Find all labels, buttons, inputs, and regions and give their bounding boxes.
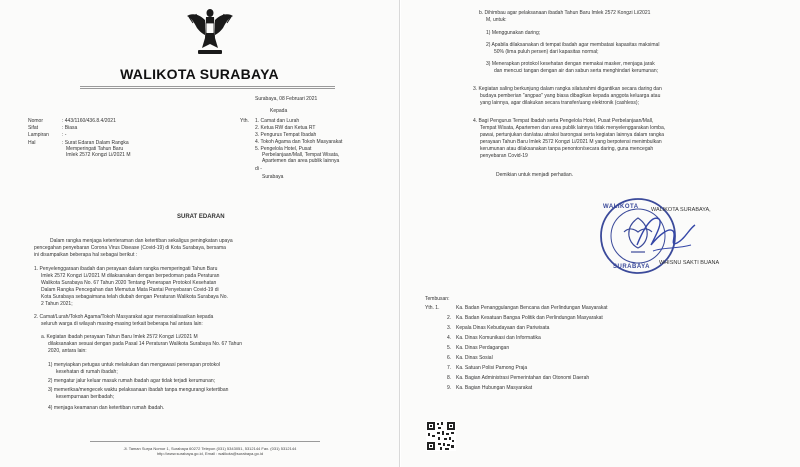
cc-number: 7. — [447, 365, 452, 371]
cc-number: 3. — [447, 325, 452, 331]
cc-item: Ka. Bagian Administrasi Pemerintahan dan Otonomi Daerah — [456, 375, 590, 381]
cc-item: Ka. Badan Kesatuan Bangsa Politik dan Perlindungan Masyarakat — [456, 315, 603, 321]
item-4-line: Tempat Wisata, Apartemen dan area publik lainnya tidak menyelenggarakan lomba, — [480, 125, 666, 131]
item-2a-line: a. Kegiatan ibadah perayaan Tahun Baru Imlek 2572 Kongzi Li/2021 M — [41, 334, 198, 340]
letterhead-title: WALIKOTA SURABAYA — [120, 66, 279, 82]
item-1-line: Walikota Surabaya No. 67 Tahun 2020 Tentang Penerapan Protokol Kesehatan — [41, 280, 217, 286]
item-2a-sub: 1) menyiapkan petugas untuk melakukan dan mengawasi penerapan protokol — [48, 362, 221, 368]
garuda-emblem-icon — [185, 6, 235, 58]
item-4-line: 4. Bagi Pengurus Tempat Ibadah serta Pengelola Hotel, Pusat Perbelanjaan/Mall, — [473, 118, 654, 124]
signature-icon — [633, 205, 703, 260]
stamp-text-top: WALIKOTA — [603, 204, 639, 210]
recipient-item: 5. Pengelola Hotel, Pusat — [255, 146, 312, 152]
signer-title: WALIKOTA SURABAYA, — [651, 207, 711, 213]
closing-line: Demikian untuk menjadi perhatian. — [496, 172, 573, 178]
item-2a-line: dilaksanakan sesuai dengan pada Pasal 14 Peraturan Walikota Surabaya No. 67 Tahun — [48, 341, 243, 347]
cc-number: 4. — [447, 335, 452, 341]
cc-item: Ka. Dinas Perdagangan — [456, 345, 510, 351]
letter-page-2 — [401, 0, 800, 467]
item-3-line: 3. Kegiatan saling berkunjung dalam rangka silaturahmi digantikan secara daring dan — [473, 86, 662, 92]
item-4-line: penyebaran Covid-19 — [480, 153, 528, 159]
cc-yth-label: Yth. 1. — [425, 305, 440, 311]
letter-footer — [110, 446, 310, 456]
cc-item: Ka. Bagian Hubungan Masyarakat — [456, 385, 533, 391]
meta-value-sifat: : Biasa — [62, 125, 78, 131]
item-4-line: pawai, pertunjukan dan/atau atraksi barongsai serta kegiatan lainnya dalam rangka — [480, 132, 665, 138]
meta-label-lampiran: Lampiran — [28, 132, 49, 138]
cc-number: 6. — [447, 355, 452, 361]
item-1-line: 2 Tahun 2021; — [41, 301, 73, 307]
item-2a-sub: 3) memeriksa/mengecek waktu pelaksanaan ibadah tanpa mengurangi ketertiban — [48, 387, 229, 393]
letterhead-divider-thin — [80, 88, 335, 89]
recipient-item: 4. Tokoh Agama dan Tokoh Masyarakat — [255, 139, 343, 145]
recipient-item: 3. Pengurus Tempat Ibadah — [255, 132, 317, 138]
letterhead-divider — [80, 86, 335, 87]
meta-value-hal-3: Imlek 2572 Kongzi Li/2021 M — [66, 152, 131, 158]
footer-contact: http://www.surabaya.go.id, Email : walikota@surabaya.go.id — [156, 451, 264, 456]
item-2a-sub: kesehatan di rumah ibadah; — [56, 369, 118, 375]
item-2-line: seluruh warga di wilayah masing-masing terkait beberapa hal antara lain: — [41, 321, 203, 327]
meta-label-sifat: Sifat — [28, 125, 39, 131]
item-1-line: 1. Penyelenggaraan ibadah dan perayaan dalam rangka memperingati Tahun Baru — [34, 266, 218, 272]
cc-item: Ka. Dinas Komunikasi dan Informatika — [456, 335, 541, 341]
tembusan-label: Tembusan: — [425, 296, 450, 302]
item-b-sub: 1) Menggunakan daring; — [486, 30, 541, 36]
letter-date: Surabaya, 08 Februari 2021 — [255, 96, 318, 102]
item-1-line: Dalam Rangka Pencegahan dan Memutus Mata Rantai Penyebaran Covid-19 di — [41, 287, 219, 293]
item-b-sub: 3) Menerapkan protokol kesehatan dengan memakai masker, menjaga jarak — [486, 61, 655, 67]
footer-divider — [90, 441, 320, 442]
meta-label-hal: Hal — [28, 140, 36, 146]
item-b-sub: 2) Apabila dilaksanakan di tempat ibadah agar membatasi kapasitas maksimal — [486, 42, 660, 48]
recipient-item: 1. Camat dan Lurah — [255, 118, 300, 124]
yth-label: Yth. — [240, 118, 249, 124]
item-b-sub: 50% (lima puluh persen) dari kapasitas normal; — [494, 49, 599, 55]
item-2a-line: 2020, antara lain: — [48, 348, 87, 354]
item-2a-sub: 4) menjaga keamanan dan ketertiban rumah ibadah. — [48, 405, 165, 411]
item-1-line: Imlek 2572 Kongzi Li/2021 M dilaksanakan dengan berpedoman pada Peraturan — [41, 273, 220, 279]
item-3-line: budaya pemberian "angpao" yang biasa dibagikan kepada anggota keluarga atau — [480, 93, 661, 99]
letter-heading: SURAT EDARAN — [177, 214, 225, 220]
stamp-text-bottom: SURABAYA — [613, 264, 650, 270]
intro-line: Dalam rangka menjaga ketenteraman dan ketertiban sekaligus peningkatan upaya — [50, 238, 233, 244]
item-1-line: Kota Surabaya sebagaimana telah diubah dengan Peraturan Walikota Surabaya No. — [41, 294, 228, 300]
di-label: di - — [255, 166, 262, 172]
kepada-label: Kepada — [270, 108, 288, 114]
meta-value-hal-2: Memperingati Tahun Baru — [66, 146, 124, 152]
recipient-item: Perbelanjaan/Mall, Tempat Wisata, — [262, 152, 340, 158]
item-2a-sub: kesempurnaan beribadah; — [56, 394, 115, 400]
cc-number: 5. — [447, 345, 452, 351]
item-b-sub: dan mencuci tangan dengan air dan sabun serta menghindari kerumunan; — [494, 68, 658, 74]
recipient-item: 2. Ketua RW dan Ketua RT — [255, 125, 316, 131]
item-3-line: yang lainnya, agar dilakukan secara transfer/uang elektronik (cashless); — [480, 100, 639, 106]
cc-number: 8. — [447, 375, 452, 381]
signer-name: WHISNU SAKTI BUANA — [659, 260, 720, 266]
cc-item: Ka. Badan Penanggulangan Bencana dan Perlindungan Masyarakat — [456, 305, 608, 311]
intro-line: ini disampaikan beberapa hal sebagai berikut : — [34, 252, 138, 258]
intro-line: pencegahan penyebaran Corona Virus Disease (Covid-19) di Kota Surabaya, bersama — [34, 245, 226, 251]
meta-value-nomor: : 443/1160/436.8.4/2021 — [62, 118, 116, 124]
meta-value-lampiran: : - — [62, 132, 67, 138]
cc-item: Ka. Dinas Sosial — [456, 355, 493, 361]
item-4-line: kerumunan atau dilaksanakan tanpa penonton/secara daring, guna mencegah — [480, 146, 654, 152]
cc-number: 9. — [447, 385, 452, 391]
qr-code-icon — [426, 421, 456, 451]
cc-item: Ka. Satuan Polisi Pamong Praja — [456, 365, 528, 371]
footer-address: Jl. Taman Surya Nomor 1, Surabaya 60272 Telepon (031) 5343051, 5312144 Fax. (031) 5312144 — [123, 446, 297, 451]
item-2a-sub: 2) mengatur jalur keluar masuk rumah ibadah agar tidak terjadi kerumunan; — [48, 378, 216, 384]
meta-label-nomor: Nomor — [28, 118, 44, 124]
item-2-line: 2. Camat/Lurah/Tokoh Agama/Tokoh Masyarakat agar mensosialisasikan kepada — [34, 314, 214, 320]
recipient-item: Apartemen dan area publik lainnya — [262, 158, 340, 164]
recipient-city: Surabaya — [262, 174, 284, 180]
meta-value-hal: : Surat Edaran Dalam Rangka — [62, 140, 129, 146]
cc-number: 2. — [447, 315, 452, 321]
item-b-line: M, untuk: — [486, 17, 507, 23]
item-4-line: perayaan Tahun Baru Imlek 2572 Kongzi Li/2021 M yang berpotensi menimbulkan — [480, 139, 662, 145]
cc-item: Kepala Dinas Kebudayaan dan Pariwisata — [456, 325, 550, 331]
item-b-line: b. Dihimbau agar pelaksanaan ibadah Tahun Baru Imlek 2572 Kongzi Li/2021 — [479, 10, 651, 16]
